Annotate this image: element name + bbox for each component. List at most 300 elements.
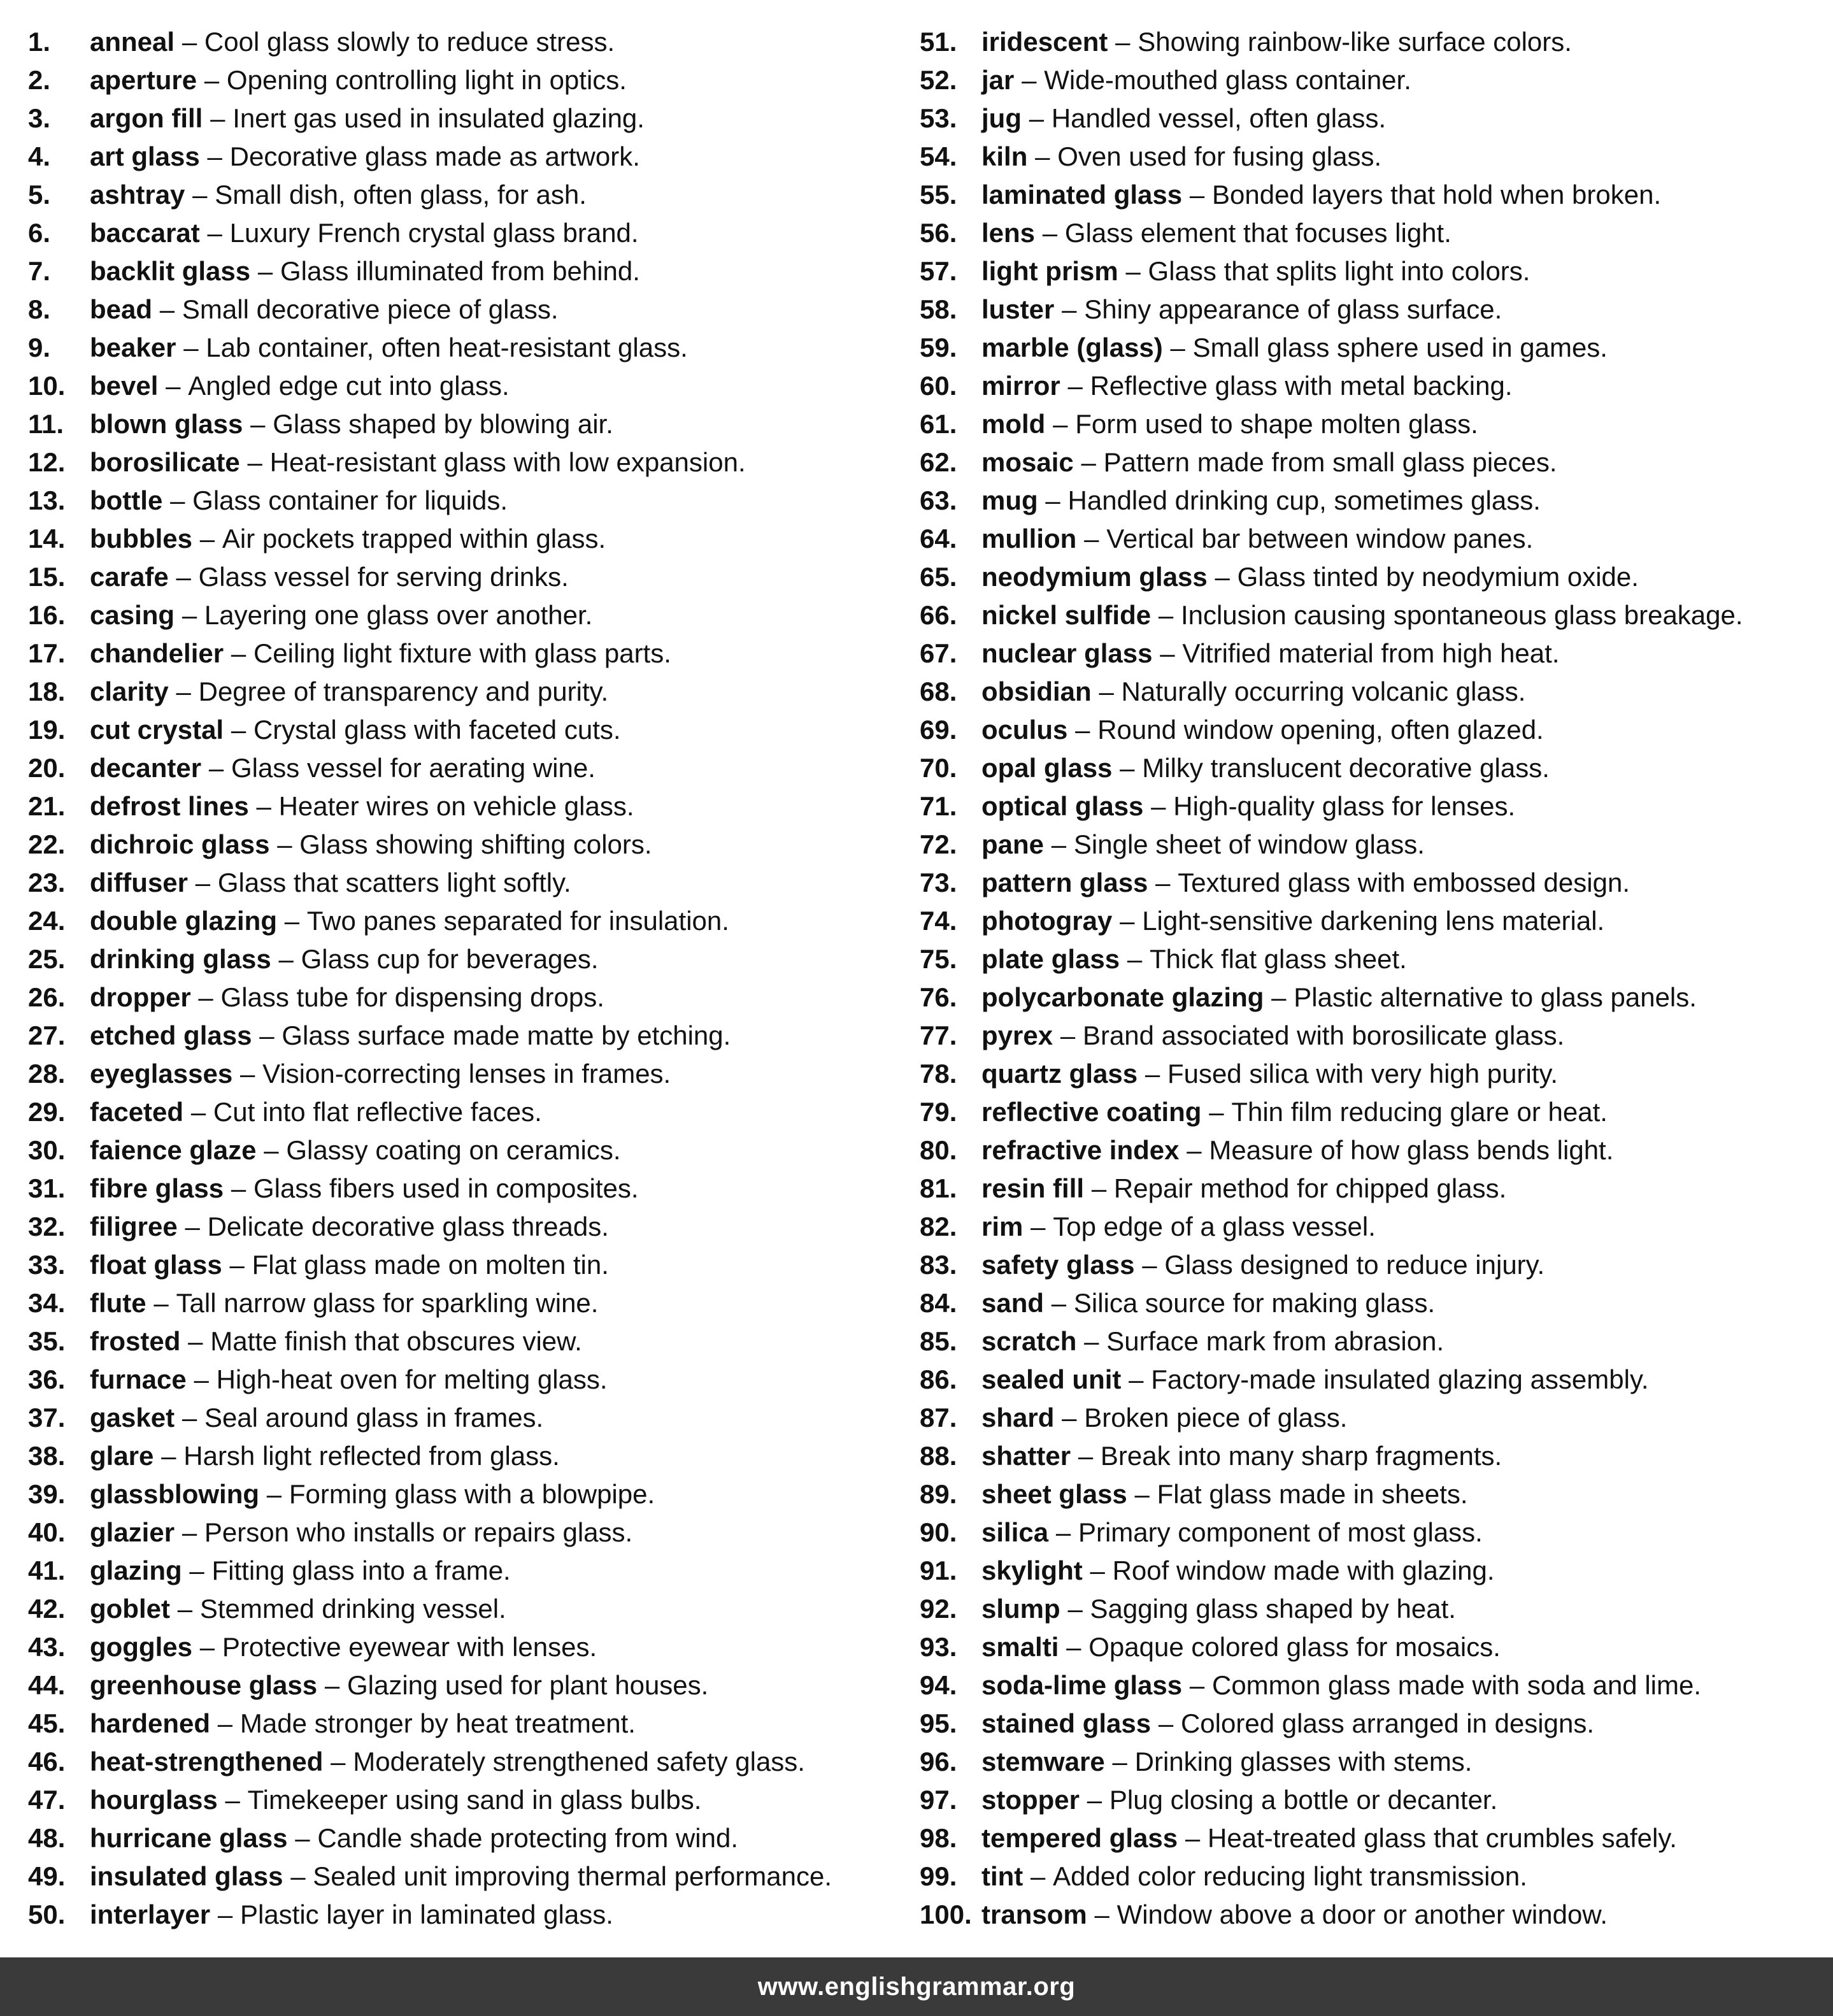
glossary-entry bbox=[28, 138, 913, 176]
glossary-entry bbox=[920, 1552, 1824, 1590]
entry-separator: – bbox=[1084, 524, 1099, 554]
entry-term: shard bbox=[981, 1403, 1055, 1433]
entry-number: 92. bbox=[920, 1594, 957, 1624]
entry-number: 87. bbox=[920, 1403, 957, 1433]
entry-term: dropper bbox=[90, 982, 191, 1012]
entry-definition: Matte finish that obscures view. bbox=[210, 1326, 582, 1356]
entry-definition: Air pockets trapped within glass. bbox=[222, 524, 606, 554]
glossary-entry bbox=[28, 1743, 913, 1781]
entry-number: 2. bbox=[28, 65, 51, 95]
entry-term: transom bbox=[981, 1899, 1087, 1929]
entry-separator: – bbox=[1151, 791, 1166, 821]
entry-definition: Candle shade protecting from wind. bbox=[317, 1823, 739, 1853]
entry-term: obsidian bbox=[981, 676, 1092, 706]
entry-term: etched glass bbox=[90, 1020, 252, 1050]
glossary-entry bbox=[920, 443, 1824, 482]
entry-term: refractive index bbox=[981, 1135, 1180, 1165]
glossary-entry bbox=[28, 482, 913, 520]
entry-term: mullion bbox=[981, 524, 1077, 554]
entry-term: bevel bbox=[90, 371, 159, 401]
glossary-entry bbox=[920, 1896, 1824, 1934]
glossary-entry bbox=[920, 405, 1824, 443]
entry-definition: Luxury French crystal glass brand. bbox=[229, 218, 639, 248]
entry-number: 99. bbox=[920, 1861, 957, 1891]
glossary-entry bbox=[920, 1055, 1824, 1093]
entry-term: oculus bbox=[981, 715, 1068, 745]
glossary-entry bbox=[920, 1743, 1824, 1781]
entry-term: cut crystal bbox=[90, 715, 224, 745]
glossary-entry bbox=[920, 673, 1824, 711]
glossary-entry bbox=[28, 1513, 913, 1552]
entry-separator: – bbox=[192, 180, 208, 210]
glossary-entry bbox=[28, 1017, 913, 1055]
glossary-entry bbox=[920, 1857, 1824, 1896]
glossary-entry bbox=[28, 1896, 913, 1934]
entry-definition: Repair method for chipped glass. bbox=[1113, 1173, 1507, 1203]
glossary-entry bbox=[920, 1093, 1824, 1131]
glossary-entry bbox=[28, 443, 913, 482]
entry-number: 58. bbox=[920, 294, 957, 324]
entry-term: heat-strengthened bbox=[90, 1747, 324, 1777]
entry-term: ashtray bbox=[90, 180, 185, 210]
entry-term: lens bbox=[981, 218, 1036, 248]
entry-number: 48. bbox=[28, 1823, 66, 1853]
entry-definition: High-heat oven for melting glass. bbox=[216, 1364, 608, 1394]
entry-term: backlit glass bbox=[90, 256, 251, 286]
entry-term: pyrex bbox=[981, 1020, 1053, 1050]
entry-number: 78. bbox=[920, 1059, 957, 1089]
glossary-entry bbox=[28, 329, 913, 367]
glossary-entry bbox=[920, 1666, 1824, 1705]
entry-term: sheet glass bbox=[981, 1479, 1127, 1509]
entry-separator: – bbox=[153, 1288, 169, 1318]
entry-term: flute bbox=[90, 1288, 146, 1318]
entry-number: 27. bbox=[28, 1020, 66, 1050]
glossary-entry bbox=[28, 99, 913, 138]
entry-definition: Reflective glass with metal backing. bbox=[1090, 371, 1513, 401]
entry-term: glare bbox=[90, 1441, 154, 1471]
entry-term: bubbles bbox=[90, 524, 193, 554]
glossary-entry bbox=[28, 1819, 913, 1857]
entry-separator: – bbox=[1078, 1441, 1094, 1471]
entry-number: 29. bbox=[28, 1097, 66, 1127]
entry-definition: Glazing used for plant houses. bbox=[346, 1670, 709, 1700]
entry-number: 63. bbox=[920, 485, 957, 515]
entry-separator: – bbox=[1045, 485, 1060, 515]
entry-number: 73. bbox=[920, 868, 957, 897]
entry-definition: Textured glass with embossed design. bbox=[1178, 868, 1630, 897]
glossary-entry bbox=[28, 1666, 913, 1705]
entry-separator: – bbox=[182, 1517, 197, 1547]
glossary-entry bbox=[28, 367, 913, 405]
entry-separator: – bbox=[1053, 409, 1068, 439]
entry-term: optical glass bbox=[981, 791, 1144, 821]
entry-definition: Silica source for making glass. bbox=[1073, 1288, 1436, 1318]
entry-term: carafe bbox=[90, 562, 169, 592]
entry-number: 56. bbox=[920, 218, 957, 248]
glossary-column-right bbox=[920, 23, 1824, 1934]
entry-definition: Drinking glasses with stems. bbox=[1134, 1747, 1473, 1777]
entry-definition: Heat-resistant glass with low expansion. bbox=[269, 447, 746, 477]
glossary-entry bbox=[28, 1705, 913, 1743]
entry-definition: Tall narrow glass for sparkling wine. bbox=[176, 1288, 599, 1318]
entry-term: luster bbox=[981, 294, 1055, 324]
entry-separator: – bbox=[1055, 1517, 1071, 1547]
entry-number: 62. bbox=[920, 447, 957, 477]
entry-separator: – bbox=[1187, 1135, 1202, 1165]
entry-term: nuclear glass bbox=[981, 638, 1153, 668]
entry-number: 71. bbox=[920, 791, 957, 821]
glossary-entry bbox=[28, 252, 913, 290]
entry-number: 53. bbox=[920, 103, 957, 133]
entry-separator: – bbox=[295, 1823, 310, 1853]
glossary-entry bbox=[28, 520, 913, 558]
entry-separator: – bbox=[250, 409, 266, 439]
entry-definition: Inclusion causing spontaneous glass breakage. bbox=[1180, 600, 1743, 630]
entry-definition: Glass designed to reduce injury. bbox=[1164, 1250, 1545, 1280]
entry-separator: – bbox=[170, 485, 185, 515]
glossary-column-left bbox=[28, 23, 913, 1934]
entry-term: double glazing bbox=[90, 906, 277, 936]
entry-separator: – bbox=[231, 1173, 246, 1203]
entry-number: 20. bbox=[28, 753, 66, 783]
entry-separator: – bbox=[247, 447, 262, 477]
entry-number: 52. bbox=[920, 65, 957, 95]
entry-definition: Fused silica with very high purity. bbox=[1167, 1059, 1558, 1089]
entry-definition: Oven used for fusing glass. bbox=[1057, 141, 1382, 171]
entry-term: glazier bbox=[90, 1517, 175, 1547]
glossary-entry bbox=[920, 290, 1824, 329]
entry-definition: High-quality glass for lenses. bbox=[1173, 791, 1516, 821]
entry-separator: – bbox=[264, 1135, 279, 1165]
entry-separator: – bbox=[1125, 256, 1141, 286]
entry-definition: Two panes separated for insulation. bbox=[306, 906, 729, 936]
entry-definition: Break into many sharp fragments. bbox=[1100, 1441, 1502, 1471]
glossary-entry bbox=[28, 902, 913, 940]
entry-term: safety glass bbox=[981, 1250, 1135, 1280]
entry-term: rim bbox=[981, 1212, 1023, 1241]
entry-number: 55. bbox=[920, 180, 957, 210]
entry-term: blown glass bbox=[90, 409, 243, 439]
entry-separator: – bbox=[1145, 1059, 1160, 1089]
glossary-entry bbox=[920, 864, 1824, 902]
entry-number: 96. bbox=[920, 1747, 957, 1777]
entry-definition: Thick flat glass sheet. bbox=[1149, 944, 1407, 974]
glossary-entry bbox=[920, 1399, 1824, 1437]
entry-definition: Sagging glass shaped by heat. bbox=[1090, 1594, 1456, 1624]
glossary-entry bbox=[920, 978, 1824, 1017]
entry-separator: – bbox=[183, 332, 199, 362]
entry-term: bottle bbox=[90, 485, 163, 515]
entry-number: 26. bbox=[28, 982, 66, 1012]
entry-number: 85. bbox=[920, 1326, 957, 1356]
glossary-entry bbox=[28, 787, 913, 826]
glossary-entry bbox=[920, 99, 1824, 138]
entry-term: opal glass bbox=[981, 753, 1113, 783]
entry-definition: Plastic alternative to glass panels. bbox=[1294, 982, 1697, 1012]
entry-term: furnace bbox=[90, 1364, 187, 1394]
entry-separator: – bbox=[231, 715, 246, 745]
entry-number: 46. bbox=[28, 1747, 66, 1777]
entry-number: 17. bbox=[28, 638, 66, 668]
entry-number: 32. bbox=[28, 1212, 66, 1241]
glossary-entry bbox=[920, 367, 1824, 405]
entry-term: jar bbox=[981, 65, 1015, 95]
entry-definition: Glass tube for dispensing drops. bbox=[220, 982, 604, 1012]
entry-separator: – bbox=[1051, 1288, 1067, 1318]
glossary-entry bbox=[28, 711, 913, 749]
entry-definition: Glassy coating on ceramics. bbox=[286, 1135, 621, 1165]
entry-separator: – bbox=[1067, 371, 1083, 401]
glossary-entry bbox=[920, 902, 1824, 940]
entry-definition: Bonded layers that hold when broken. bbox=[1211, 180, 1662, 210]
entry-definition: Forming glass with a blowpipe. bbox=[289, 1479, 655, 1509]
entry-separator: – bbox=[190, 1097, 206, 1127]
entry-definition: Wide-mouthed glass container. bbox=[1044, 65, 1411, 95]
entry-definition: Glass that splits light into colors. bbox=[1148, 256, 1530, 286]
entry-separator: – bbox=[225, 1785, 240, 1815]
entry-definition: Brand associated with borosilicate glass. bbox=[1082, 1020, 1565, 1050]
entry-separator: – bbox=[257, 256, 273, 286]
glossary-entry bbox=[28, 1208, 913, 1246]
entry-definition: Fitting glass into a frame. bbox=[211, 1555, 511, 1585]
glossary-entry bbox=[28, 864, 913, 902]
entry-separator: – bbox=[177, 1594, 193, 1624]
entry-number: 94. bbox=[920, 1670, 957, 1700]
glossary-entry bbox=[28, 749, 913, 787]
glossary-entry bbox=[28, 1857, 913, 1896]
entry-definition: Ceiling light fixture with glass parts. bbox=[253, 638, 671, 668]
entry-separator: – bbox=[188, 1326, 203, 1356]
entry-definition: Pattern made from small glass pieces. bbox=[1103, 447, 1557, 477]
entry-term: neodymium glass bbox=[981, 562, 1208, 592]
entry-number: 21. bbox=[28, 791, 66, 821]
entry-definition: Vertical bar between window panes. bbox=[1106, 524, 1534, 554]
entry-separator: – bbox=[1090, 1555, 1105, 1585]
entry-term: anneal bbox=[90, 27, 175, 57]
entry-definition: Plastic layer in laminated glass. bbox=[239, 1899, 613, 1929]
entry-definition: Plug closing a bottle or decanter. bbox=[1109, 1785, 1498, 1815]
entry-number: 1. bbox=[28, 27, 51, 57]
entry-separator: – bbox=[210, 103, 225, 133]
entry-separator: – bbox=[176, 676, 191, 706]
entry-definition: Measure of how glass bends light. bbox=[1209, 1135, 1614, 1165]
entry-separator: – bbox=[259, 1020, 275, 1050]
entry-separator: – bbox=[1066, 1632, 1081, 1662]
entry-definition: Added color reducing light transmission. bbox=[1053, 1861, 1527, 1891]
glossary-entry bbox=[920, 1017, 1824, 1055]
entry-separator: – bbox=[1129, 1364, 1144, 1394]
entry-term: diffuser bbox=[90, 868, 189, 897]
entry-separator: – bbox=[161, 1441, 176, 1471]
entry-number: 10. bbox=[28, 371, 66, 401]
entry-definition: Heater wires on vehicle glass. bbox=[278, 791, 634, 821]
glossary-entry bbox=[920, 176, 1824, 214]
entry-definition: Surface mark from abrasion. bbox=[1106, 1326, 1444, 1356]
entry-term: iridescent bbox=[981, 27, 1108, 57]
entry-number: 35. bbox=[28, 1326, 66, 1356]
entry-separator: – bbox=[290, 1861, 306, 1891]
glossary-entry bbox=[28, 1093, 913, 1131]
entry-number: 19. bbox=[28, 715, 66, 745]
entry-term: argon fill bbox=[90, 103, 203, 133]
entry-definition: Heat-treated glass that crumbles safely. bbox=[1208, 1823, 1677, 1853]
entry-definition: Glass surface made matte by etching. bbox=[282, 1020, 731, 1050]
entry-separator: – bbox=[1189, 1670, 1205, 1700]
entry-number: 86. bbox=[920, 1364, 957, 1394]
entry-definition: Shiny appearance of glass surface. bbox=[1084, 294, 1502, 324]
entry-number: 6. bbox=[28, 218, 51, 248]
entry-separator: – bbox=[1067, 1594, 1083, 1624]
glossary-entry bbox=[920, 214, 1824, 252]
entry-number: 69. bbox=[920, 715, 957, 745]
entry-definition: Small decorative piece of glass. bbox=[182, 294, 559, 324]
glossary-entry bbox=[920, 138, 1824, 176]
entry-number: 36. bbox=[28, 1364, 66, 1394]
glossary-entry bbox=[28, 214, 913, 252]
entry-separator: – bbox=[331, 1747, 346, 1777]
entry-number: 90. bbox=[920, 1517, 957, 1547]
entry-definition: Cut into flat reflective faces. bbox=[213, 1097, 542, 1127]
glossary-entry bbox=[28, 1475, 913, 1513]
entry-number: 15. bbox=[28, 562, 66, 592]
entry-separator: – bbox=[1062, 294, 1077, 324]
entry-separator: – bbox=[1158, 1708, 1174, 1738]
entry-separator: – bbox=[1271, 982, 1287, 1012]
entry-separator: – bbox=[229, 1250, 245, 1280]
entry-term: tint bbox=[981, 1861, 1023, 1891]
entry-number: 61. bbox=[920, 409, 957, 439]
entry-number: 100. bbox=[920, 1899, 972, 1929]
glossary-entry bbox=[28, 1590, 913, 1628]
entry-term: hourglass bbox=[90, 1785, 218, 1815]
entry-separator: – bbox=[1075, 715, 1090, 745]
entry-term: goblet bbox=[90, 1594, 170, 1624]
glossary-entry bbox=[920, 1246, 1824, 1284]
entry-term: smalti bbox=[981, 1632, 1059, 1662]
entry-term: jug bbox=[981, 103, 1022, 133]
entry-number: 45. bbox=[28, 1708, 66, 1738]
entry-term: photogray bbox=[981, 906, 1113, 936]
entry-number: 4. bbox=[28, 141, 51, 171]
entry-term: stained glass bbox=[981, 1708, 1152, 1738]
entry-term: insulated glass bbox=[90, 1861, 283, 1891]
glossary-entry bbox=[28, 1246, 913, 1284]
entry-term: goggles bbox=[90, 1632, 193, 1662]
glossary-entry bbox=[28, 1322, 913, 1361]
glossary-entry bbox=[920, 1437, 1824, 1475]
entry-separator: – bbox=[1031, 1861, 1046, 1891]
glossary-entry bbox=[920, 826, 1824, 864]
glossary-entry bbox=[28, 1552, 913, 1590]
entry-number: 67. bbox=[920, 638, 957, 668]
entry-definition: Milky translucent decorative glass. bbox=[1142, 753, 1550, 783]
entry-term: faience glaze bbox=[90, 1135, 257, 1165]
entry-separator: – bbox=[159, 294, 175, 324]
glossary-entry bbox=[920, 1819, 1824, 1857]
entry-definition: Glass element that focuses light. bbox=[1064, 218, 1451, 248]
entry-separator: – bbox=[1209, 1097, 1224, 1127]
entry-definition: Cool glass slowly to reduce stress. bbox=[204, 27, 615, 57]
entry-number: 18. bbox=[28, 676, 66, 706]
entry-number: 74. bbox=[920, 906, 957, 936]
entry-separator: – bbox=[1185, 1823, 1201, 1853]
entry-definition: Handled vessel, often glass. bbox=[1051, 103, 1387, 133]
entry-term: drinking glass bbox=[90, 944, 271, 974]
entry-number: 34. bbox=[28, 1288, 66, 1318]
entry-number: 49. bbox=[28, 1861, 66, 1891]
entry-number: 37. bbox=[28, 1403, 66, 1433]
entry-term: interlayer bbox=[90, 1899, 211, 1929]
entry-number: 39. bbox=[28, 1479, 66, 1509]
entry-definition: Top edge of a glass vessel. bbox=[1053, 1212, 1376, 1241]
entry-term: mug bbox=[981, 485, 1038, 515]
entry-separator: – bbox=[1081, 447, 1096, 477]
entry-separator: – bbox=[277, 829, 292, 859]
entry-term: decanter bbox=[90, 753, 202, 783]
entry-separator: – bbox=[176, 562, 191, 592]
glossary-entry bbox=[920, 23, 1824, 61]
glossary-entry bbox=[28, 596, 913, 634]
entry-number: 57. bbox=[920, 256, 957, 286]
entry-term: greenhouse glass bbox=[90, 1670, 318, 1700]
glossary-entry bbox=[28, 1399, 913, 1437]
entry-term: hardened bbox=[90, 1708, 211, 1738]
entry-number: 12. bbox=[28, 447, 66, 477]
entry-separator: – bbox=[199, 524, 215, 554]
entry-definition: Glass container for liquids. bbox=[192, 485, 508, 515]
entry-number: 68. bbox=[920, 676, 957, 706]
entry-definition: Round window opening, often glazed. bbox=[1097, 715, 1544, 745]
entry-number: 75. bbox=[920, 944, 957, 974]
entry-number: 88. bbox=[920, 1441, 957, 1471]
website-url: www.englishgrammar.org bbox=[757, 1972, 1076, 2001]
entry-term: resin fill bbox=[981, 1173, 1085, 1203]
entry-definition: Moderately strengthened safety glass. bbox=[353, 1747, 805, 1777]
entry-separator: – bbox=[1158, 600, 1174, 630]
entry-term: eyeglasses bbox=[90, 1059, 233, 1089]
entry-definition: Glass showing shifting colors. bbox=[299, 829, 652, 859]
entry-term: baccarat bbox=[90, 218, 200, 248]
glossary-entry bbox=[28, 23, 913, 61]
entry-term: nickel sulfide bbox=[981, 600, 1152, 630]
glossary-entry bbox=[28, 1437, 913, 1475]
glossary-entry bbox=[920, 1475, 1824, 1513]
entry-number: 33. bbox=[28, 1250, 66, 1280]
entry-separator: – bbox=[207, 141, 222, 171]
entry-definition: Glass illuminated from behind. bbox=[280, 256, 640, 286]
entry-term: sealed unit bbox=[981, 1364, 1122, 1394]
entry-definition: Sealed unit improving thermal performance. bbox=[313, 1861, 832, 1891]
entry-separator: – bbox=[1120, 906, 1135, 936]
entry-number: 50. bbox=[28, 1899, 66, 1929]
entry-definition: Form used to shape molten glass. bbox=[1075, 409, 1478, 439]
entry-definition: Roof window made with glazing. bbox=[1112, 1555, 1495, 1585]
entry-separator: – bbox=[204, 65, 220, 95]
glossary-entry bbox=[920, 1590, 1824, 1628]
entry-definition: Flat glass made in sheets. bbox=[1157, 1479, 1468, 1509]
entry-definition: Stemmed drinking vessel. bbox=[199, 1594, 506, 1624]
entry-number: 70. bbox=[920, 753, 957, 783]
entry-separator: – bbox=[1099, 676, 1114, 706]
entry-number: 64. bbox=[920, 524, 957, 554]
entry-number: 44. bbox=[28, 1670, 66, 1700]
entry-number: 60. bbox=[920, 371, 957, 401]
entry-definition: Seal around glass in frames. bbox=[204, 1403, 544, 1433]
glossary-entry bbox=[920, 749, 1824, 787]
entry-definition: Lab container, often heat-resistant glass. bbox=[206, 332, 688, 362]
entry-definition: Single sheet of window glass. bbox=[1073, 829, 1425, 859]
